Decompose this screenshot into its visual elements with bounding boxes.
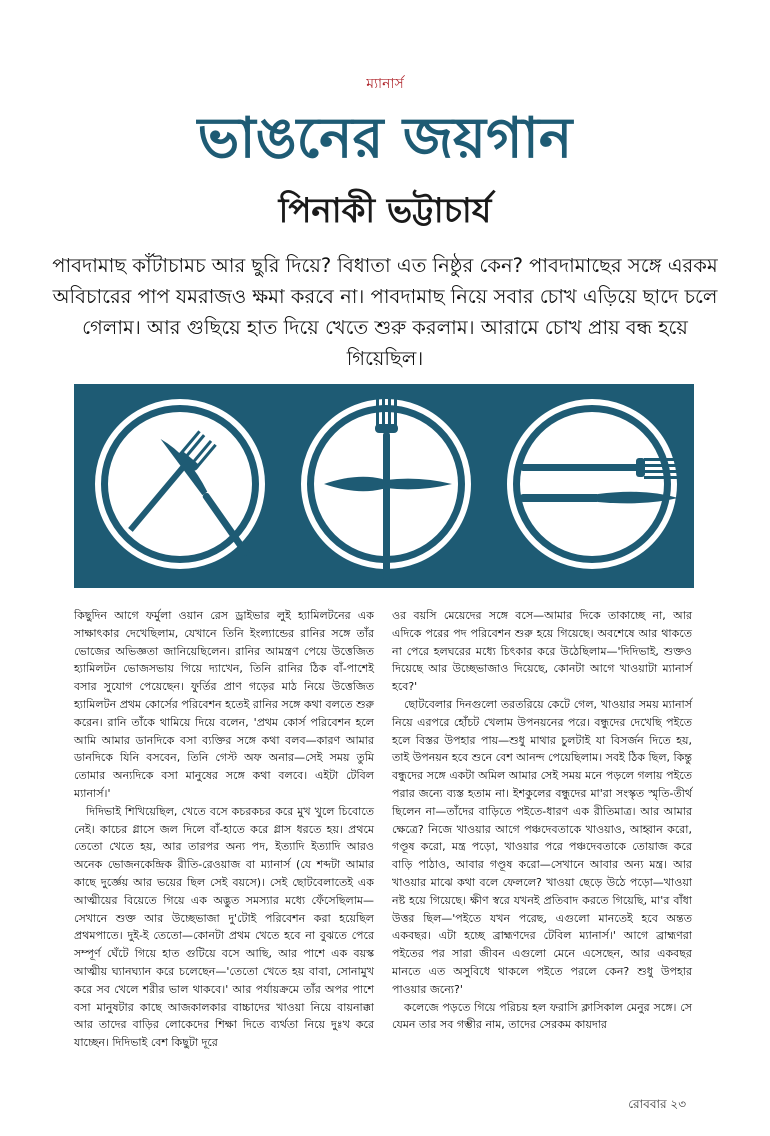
article-lede: পাবদামাছ কাঁটাচামচ আর ছুরি দিয়ে? বিধাতা এত নিষ্ঠুর কেন? পাবদামাছের সঙ্গে এরকম অবিচারের পাপ যমরাজও ক্ষমা করবে না। পাবদামাছ নিয়ে সবার চোখ এড়িয়ে ছাদে চলে গেলাম। আর গুছিয়ে হাত দিয়ে খেতে শুরু করলাম। আরামে চোখ প্রায় বন্ধ হয়ে গিয়েছিল। [52,254,718,370]
body-paragraph: কিছুদিন আগে ফর্মুলা ওয়ান রেস ড্রাইভার লুই হ্যামিলটনের এক সাক্ষাৎকার দেখেছিলাম, যেখানে তিনি ইংল্যান্ডের রানির সঙ্গে তাঁর ভোজের অভিজ্ঞতা জানিয়েছিলেন। রানির আমন্ত্রণ পেয়ে উত্তেজিত হ্যামিলটন ভোজসভায় গিয়ে দ্যাখেন, তিনি রানির ঠিক বাঁ-পাশেই বসার সুযোগ পেয়েছেন। ফুর্তির প্রাণ গড়ের মাঠ নিয়ে উত্তেজিত হ্যামিলটন প্রথম কোর্সের পরিবেশন হতেই রানির সঙ্গে কথা বলতে শুরু করেন। রানি তাঁকে থামিয়ে দিয়ে বলেন, 'প্রথম কোর্স পরিবেশন হলে আমি আমার ডানদিকে বসা ব্যক্তির সঙ্গে কথা বলব—কারণ আমার ডানদিকে যিনি বসবেন, তিনি গেস্ট অফ অনার—সেই সময় তুমি তোমার অন্যদিকে বসা মানুষের সঙ্গে কথা বলবে। এইটা টেবিল ম্যানার্স।' [74,609,374,800]
body-paragraph: ওর বয়সি মেয়েদের সঙ্গে বসে—আমার দিকে তাকাচ্ছে না, আর এদিকে পরের পদ পরিবেশন শুরু হয়ে গিয়েছে। অবশেষে আর থাকতে না পেরে হলঘরের মধ্যে চিৎকার করে উঠেছিলাম—'দিদিভাই, শুক্তও দিয়েছে আর উচ্ছেভাজাও দিয়েছে, কোনটা আগে খাওয়াটা ম্যানার্স হবে?' [392,609,692,694]
body-column-left [74,607,374,1052]
page-footer: রোববার ২৩ [628,1097,686,1111]
section-label: ম্যানার্স [366,76,404,92]
body-paragraph: ছোটবেলার দিনগুলো তরতরিয়ে কেটে গেল, খাওয়ার সময় ম্যানার্স নিয়ে এরপরে হোঁচট খেলাম উপনয়নের পরে। বন্ধুদের দেখেছি পইতে হলে বিস্তর উপহার পায়—শুধু মাথার চুলটাই যা বিসর্জন দিতে হয়, তাই উপনয়ন হবে শুনে বেশ আনন্দ পেয়েছিলাম। সবই ঠিক ছিল, কিন্তু বন্ধুদের সঙ্গে একটা অমিল আমার সেই সময় মনে পড়লে গলায় পইতে পরার জন্যে ব্যস্ত হতাম না। ইশকুলের বন্ধুদের মা'রা সংস্কৃত স্মৃতি-তীর্থ ছিলেন না—তাঁদের বাড়িতে পইতে-ধারণ এক রীতিমাত্র। আর আমার ক্ষেত্রে? নিজে খাওয়ার আগে পঞ্চদেবতাকে খাওয়াও, আহ্বান করো, গণ্ডূষ করো, মন্ত্র পড়ো, খাওয়ার পরে পঞ্চদেবতাকে তোয়াজ করে বাড়ি পাঠাও, আবার গণ্ডূষ করো—সেখানে আবার অন্য মন্ত্র। আর খাওয়ার মাঝে কথা বলে ফেললে? খাওয়া ছেড়ে উঠে পড়ো—খাওয়া নষ্ট হয়ে গিয়েছে। ক্ষীণ স্বরে যখনই প্রতিবাদ করতে গিয়েছি, মা'র বাঁধা উত্তর ছিল—'পইতে যখন পরেছ, এগুলো মানতেই হবে অন্তত একবছর। এটা হচ্ছে ব্রাহ্মণদের টেবিল ম্যানার্স।' আগে ব্রাহ্মণরা পইতের পর সারা জীবন এগুলো মেনে এসেছেন, আর একবছর মানতে এত অসুবিধে থাকলে পইতে পরলে কেন? শুধু উপহার পাওয়ার জন্যে?' [392,697,692,996]
body-paragraph: কলেজে পড়তে গিয়ে পরিচয় হল ফরাসি ক্লাসিকাল মেনুর সঙ্গে। সে যেমন তার সব গম্ভীর নাম, তাদের সেরকম কায়দার [392,1000,692,1032]
body-column-right [392,607,692,1034]
article-author: পিনাকী ভট্টাচার্য [278,191,492,231]
hero-illustration [74,384,694,588]
plate-fork-knife-parallel-icon [510,402,678,566]
plate-fork-knife-diagonal-icon [98,402,262,566]
article-title: ভাঙনের জয়গান [197,106,573,171]
body-paragraph: দিদিভাই শিখিয়েছিল, খেতে বসে কচরকচর করে মুখ খুলে চিবোতে নেই। কাচের গ্লাসে জল দিলে বাঁ-হাতে করে গ্লাস ধরতে হয়। প্রথমে তেতো খেতে হয়, আর তারপর অন্য পদ, ইত্যাদি ইত্যাদি আরও অনেক ভোজনকেন্দ্রিক রীতি-রেওয়াজ বা ম্যানার্স (যে শব্দটা আমার কাছে দুর্জ্ঞেয় আর ভয়ের ছিল সেই বয়সে)। সেই ছোটবেলাতেই এক আত্মীয়ের বিয়েতে গিয়ে এক অদ্ভুত সমস্যার মধ্যে ফেঁসেছিলাম—সেখানে শুক্ত আর উচ্ছেভাজা দু'টোই পরিবেশন করা হয়েছিল প্রথমপাতে। দুই-ই তেতো—কোনটা প্রথম খেতে হবে না বুঝতে পেরে সম্পূর্ণ ঘেঁটে গিয়ে হাত গুটিয়ে বসে আছি, আর পাশে এক বয়স্ক আত্মীয় ঘ্যানঘ্যান করে চলেছেন—'তেতো খেতে হয় বাবা, সোনামুখ করে সব খেলে শরীর ভাল থাকবে।' আর পর্যায়ক্রমে তাঁর অপর পাশে বসা মানুষটার কাছে আজকালকার বাচ্চাদের খাওয়া নিয়ে বায়নাক্কা আর তাদের বাড়ির লোকেদের শিক্ষা দিতে ব্যর্থতা নিয়ে দুঃখ করে যাচ্ছেন। দিদিভাই বেশ কিছুটা দূরে [74,804,374,1050]
